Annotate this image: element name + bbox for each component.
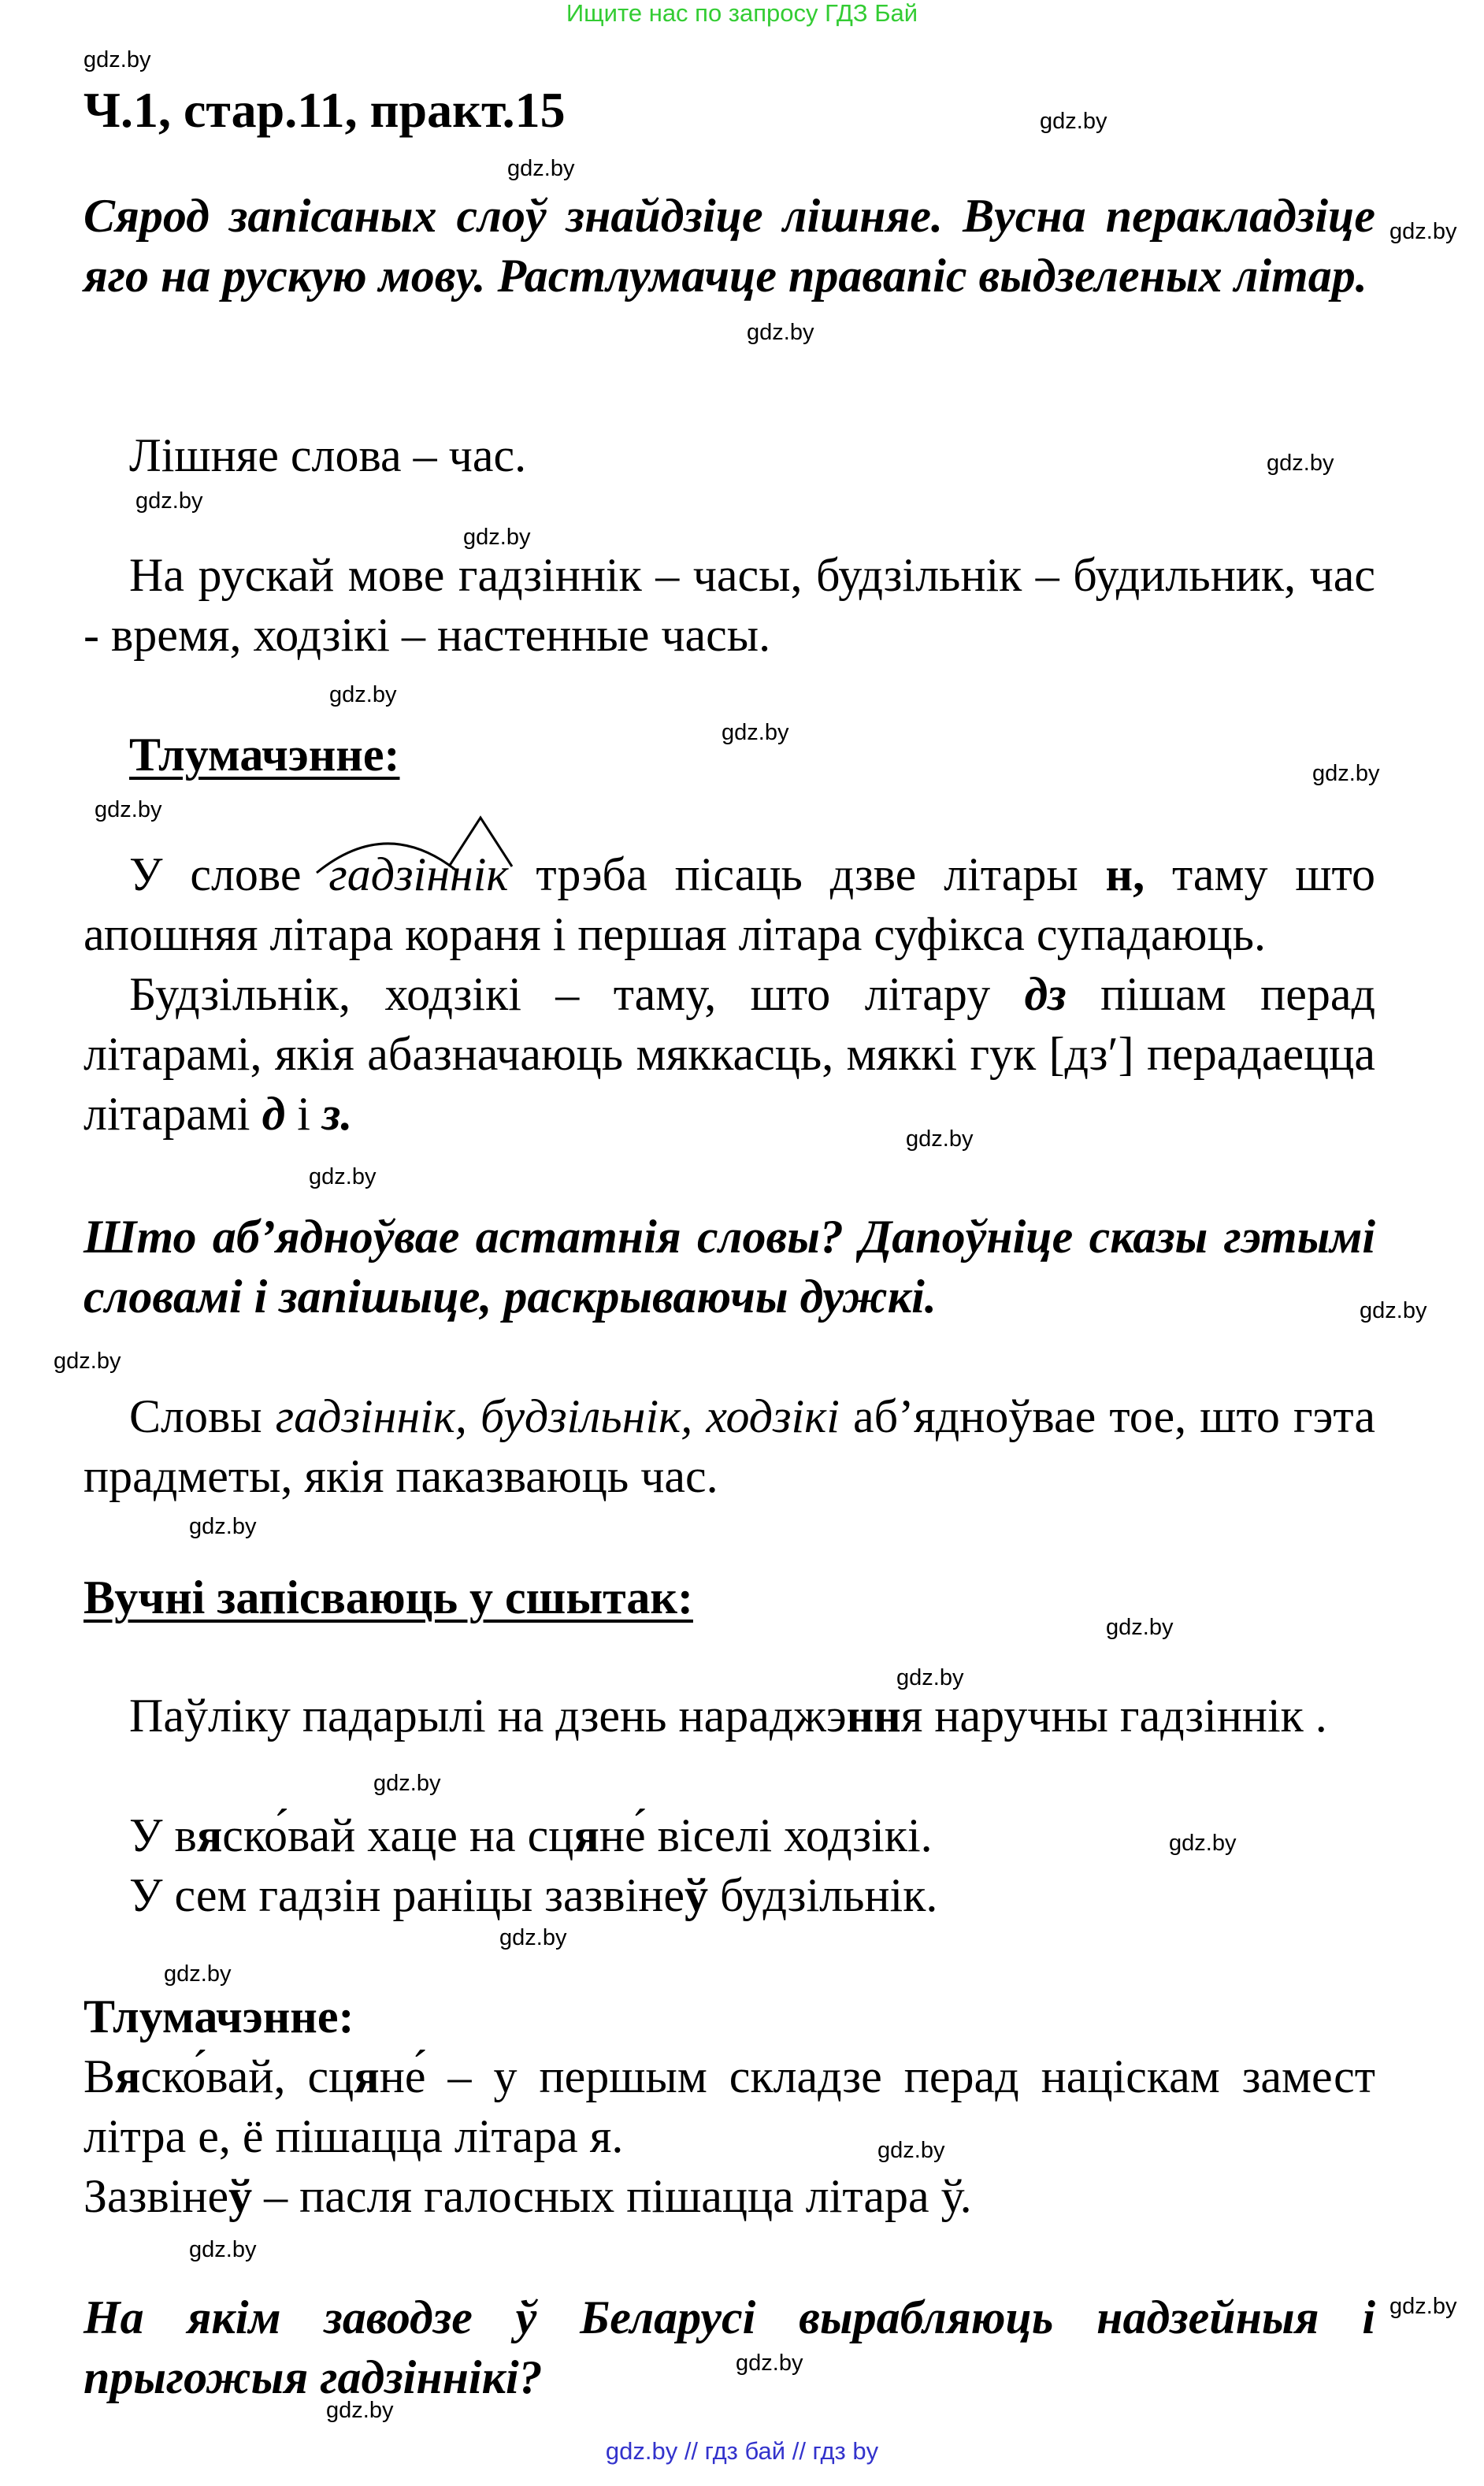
watermark: gdz.by	[326, 2398, 394, 2423]
watermark: gdz.by	[164, 1961, 232, 1987]
watermark: gdz.by	[896, 1665, 964, 1690]
text-segment: трэба пісаць дзве літары	[508, 848, 1106, 900]
sentence-3	[83, 1865, 1375, 1925]
watermark: gdz.by	[722, 720, 789, 745]
text-segment: дз	[1024, 968, 1067, 1020]
watermark: gdz.by	[1106, 1615, 1174, 1640]
watermark: gdz.by	[1040, 109, 1107, 134]
text-segment: У слове	[129, 848, 329, 900]
watermark: gdz.by	[877, 2138, 945, 2163]
text-segment: ў	[228, 2170, 253, 2222]
text-segment: Што аб’ядноўвае астатнія словы? Дапоўніце сказы гэтымі словамі і запішыце, раскрываючы дужкі.	[83, 1211, 1375, 1323]
text-segment: ско́вай хаце на сц	[222, 1809, 574, 1861]
text-segment: я	[115, 2050, 141, 2102]
text-segment: У сем гадзін раніцы зазвіне	[129, 1869, 685, 1921]
text-segment: я	[354, 2050, 380, 2102]
explanation-heading-1: Тлумачэнне:	[129, 729, 400, 781]
watermark: gdz.by	[95, 797, 162, 822]
text-segment: У в	[129, 1809, 197, 1861]
text-segment: Паўліку падарылі на дзень нараджэ	[129, 1690, 847, 1742]
watermark: gdz.by	[83, 47, 151, 72]
answer-unite	[83, 1386, 1375, 1506]
text-segment: не́ – у першым складзе перад націскам замест літра е, ё пішацца літара я.	[83, 2050, 1375, 2162]
text-segment: будзільнік.	[708, 1869, 938, 1921]
watermark: gdz.by	[135, 488, 203, 514]
watermark: gdz.by	[329, 682, 397, 707]
text-segment: ў	[684, 1869, 709, 1921]
watermark: gdz.by	[1312, 761, 1380, 786]
text-segment: гадзіннік	[328, 848, 509, 900]
footer-links[interactable]: gdz.by // гдз бай // гдз by	[605, 2437, 879, 2465]
search-banner[interactable]: Ищите нас по запросу ГДЗ Бай	[566, 0, 918, 27]
root-arc-icon	[317, 844, 455, 873]
text-segment: я наручны гадзіннік .	[900, 1690, 1327, 1742]
text-segment: і	[285, 1088, 322, 1140]
watermark: gdz.by	[189, 1514, 257, 1539]
watermark: gdz.by	[463, 525, 531, 550]
explanation-ya	[83, 2046, 1375, 2166]
notebook-heading: Вучні запісваюць у сшытак:	[83, 1571, 693, 1623]
text-segment: н,	[1105, 848, 1145, 900]
text-segment: В	[83, 2050, 116, 2102]
watermark: gdz.by	[906, 1126, 974, 1152]
text-segment: д	[262, 1088, 286, 1140]
watermark: gdz.by	[1389, 2294, 1457, 2319]
text-segment: Словы	[129, 1390, 276, 1442]
task-instruction-3	[83, 2287, 1375, 2407]
text-segment: Лішняе слова – час.	[129, 429, 527, 481]
watermark: gdz.by	[309, 1164, 377, 1189]
watermark: gdz.by	[1389, 219, 1457, 244]
text-segment: з.	[321, 1088, 353, 1140]
text-segment: не́ віселі ходзікі.	[599, 1809, 933, 1861]
text-segment: Будзільнік, ходзікі – таму, што літару	[129, 968, 1025, 1020]
text-segment: я	[196, 1809, 223, 1861]
watermark: gdz.by	[499, 1925, 567, 1950]
text-segment: Сярод запісаных слоў знайдзіце лішняе. Вусна перакладзіце яго на рускую мову. Растлумачце правапіс выдзеленых літар.	[83, 190, 1375, 302]
explanation-heading-2: Тлумачэнне:	[83, 1991, 354, 2043]
text-segment: аб’ядноўвае тое, што гэта прадметы, якія паказваюць час.	[83, 1390, 1375, 1502]
explanation-dz	[83, 964, 1375, 1144]
watermark: gdz.by	[54, 1349, 121, 1374]
text-segment: пішам перад літарамі, якія абазначаюць мяккасць, мяккі гук [дзʹ] перадаецца літарамі	[83, 968, 1375, 1140]
watermark: gdz.by	[373, 1771, 441, 1796]
text-segment: нн	[846, 1690, 901, 1742]
watermark: gdz.by	[747, 320, 814, 345]
text-segment: ско́вай, сц	[140, 2050, 354, 2102]
page-title: Ч.1, стар.11, практ.15	[83, 82, 566, 138]
text-segment: На рускай мове гадзіннік – часы, будзільнік – будильник, час - время, ходзікі – настенные часы.	[83, 549, 1375, 661]
task-instruction-2	[83, 1207, 1375, 1326]
suffix-caret-icon	[449, 818, 512, 866]
text-segment: я	[573, 1809, 599, 1861]
watermark: gdz.by	[189, 2237, 257, 2262]
watermark: gdz.by	[1360, 1298, 1427, 1323]
text-segment: Зазвіне	[83, 2170, 229, 2222]
text-segment: гадзіннік, будзільнік, ходзікі	[275, 1390, 840, 1442]
watermark: gdz.by	[1267, 451, 1334, 476]
explanation-u	[83, 2166, 1375, 2226]
morpheme-marks-icon	[0, 0, 1484, 945]
watermark: gdz.by	[736, 2351, 803, 2376]
text-segment: таму што апошняя літара кораня і першая літара суфікса супадаюць.	[83, 848, 1375, 960]
sentence-1	[83, 1686, 1375, 1746]
text-segment: – пасля галосных пішацца літара ў.	[252, 2170, 972, 2222]
watermark: gdz.by	[1169, 1831, 1237, 1856]
text-segment: На якім заводзе ў Беларусі вырабляюць надзейныя і прыгожыя гадзіннікі?	[83, 2291, 1375, 2403]
watermark: gdz.by	[507, 156, 575, 181]
